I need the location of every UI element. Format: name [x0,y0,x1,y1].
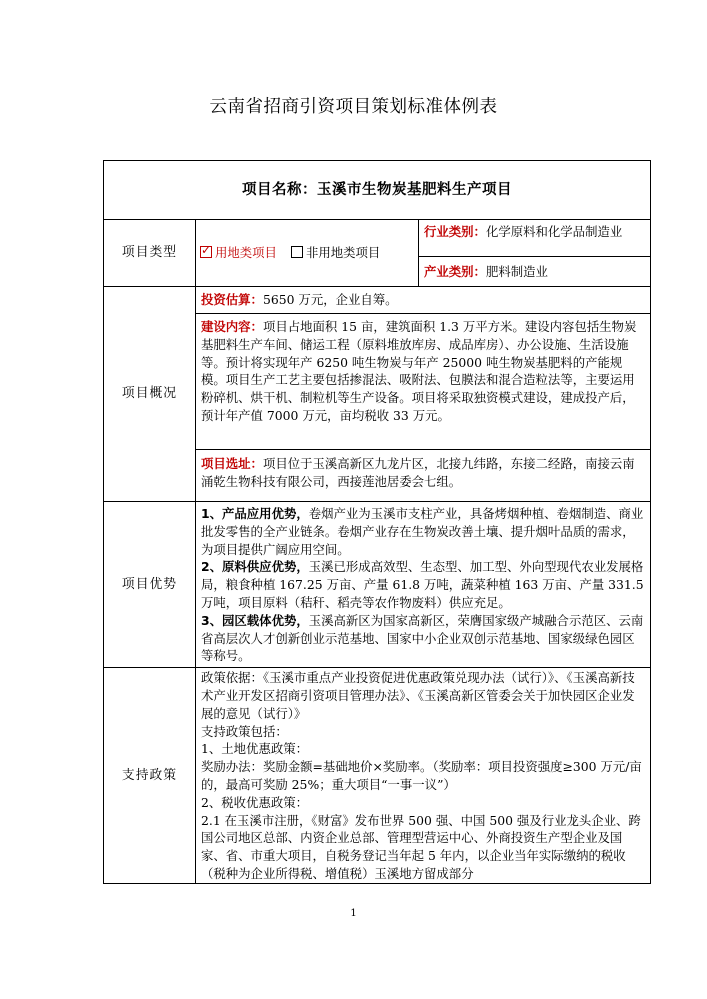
project-type-row [104,220,651,257]
sector-label: 产业类别： [424,263,486,279]
document-title: 云南省招商引资项目策划标准体例表 [209,97,498,117]
industry-category-cell [419,220,651,257]
advantage-item [201,612,645,665]
industry-label: 行业类别： [424,224,486,239]
sector-value: 肥料制造业 [485,263,548,279]
advantages-label: 项目优势 [104,502,196,668]
construction-cell [196,314,651,450]
advantage-title: 2、原料供应优势， [201,559,309,575]
sector-category-cell [419,257,651,287]
policy-line: 2、税收优惠政策： [201,794,309,810]
nonland-option-label: 非用地类项目 [305,245,381,261]
check-icon: ✓ [201,243,212,258]
policy-line: 政策依据：《玉溪市重点产业投资促进优惠政策兑现办法（试行）》、《玉溪高新技术产业开发区招商引资项目管理办法》、《玉溪高新区管委会关于加快园区企业发展的意见（试行）》 [201,670,635,721]
construction-label: 建设内容： [201,319,263,334]
investment-cell [196,287,651,314]
site-cell [196,450,651,502]
site-value: 项目位于玉溪高新区九龙片区，北接九纬路，东接二经路，南接云南涌乾生物科技有限公司，西接莲池居委会七组。 [201,456,635,489]
policy-line: 奖励办法：奖励金额=基础地价×奖励率。（奖励率：项目投资强度≥300 万元/亩的，最高可奖励 25%；重大项目“一事一议”） [201,759,642,792]
advantages-row [104,502,651,668]
advantage-text: 卷烟产业为玉溪市支柱产业，具备烤烟种植、卷烟制造、商业批发零售的全产业链条。卷烟产业存在生物炭改善土壤、提升烟叶品质的需求，为项目提供广阔应用空间。 [201,506,644,557]
project-type-options [196,220,419,287]
industry-value: 化学原料和化学品制造业 [485,224,623,239]
project-name: 玉溪市生物炭基肥料生产项目 [317,181,512,198]
project-type-label: 项目类型 [104,220,196,287]
project-table [103,160,651,884]
project-name-cell [104,161,651,220]
advantage-item [201,558,645,611]
construction-value: 项目占地面积 15 亩，建筑面积 1.3 万平方米。建设内容包括生物炭基肥料生产车间、储运工程（原料堆放库房、成品库房）、办公设施、生活设施等。预计将实现年产 6250 吨生物炭与年产 25000 吨生物炭基肥料的产能规模。项目生产工艺主要包括掺混法、吸附法、包膜法和混合造粒法等，主要运用粉碎机、烘干机、制粒机等生产设备。项目将采取独资模式建设，建成投产后，预计年产值 7000 万元，亩均税收 33 万元。 [201,319,637,423]
advantages-cell [196,502,651,668]
policy-label: 支持政策 [104,668,196,884]
land-option-label: 用地类项目 [215,245,277,261]
policy-line: 2.1 在玉溪市注册，《财富》发布世界 500 强、中国 500 强及行业龙头企业、跨国公司地区总部、内资企业总部、管理型营运中心、外商投资生产型企业及国家、省、市重大项目，自税务登记当年起 5 年内，以企业当年实际缴纳的税收（税种为企业所得税、增值税）玉溪地方留成部分 [201,812,641,881]
advantage-item [201,505,645,558]
project-name-label: 项目名称： [242,181,317,198]
advantage-text: 玉溪高新区为国家高新区，荣膺国家级产城融合示范区、云南省高层次人才创新创业示范基地、国家中小企业双创示范基地、国家级绿色园区等称号。 [201,612,644,664]
advantage-title: 3、园区载体优势， [201,612,309,628]
land-checkbox[interactable] [200,243,212,258]
investment-label: 投资估算： [201,292,263,308]
nonland-checkbox[interactable] [291,246,303,258]
overview-label: 项目概况 [104,287,196,502]
policy-line: 1、土地优惠政策： [201,741,309,757]
site-label: 项目选址： [201,456,263,471]
policy-cell [196,668,651,884]
project-name-row [104,161,651,220]
investment-value: 5650 万元，企业自筹。 [262,292,398,308]
page-number: 1 [350,908,357,919]
advantage-text: 玉溪已形成高效型、生态型、加工型、外向型现代农业发展格局，粮食种植 167.25 万亩、产量 61.8 万吨，蔬菜种植 163 万亩、产量 331.5 万吨，项目原料（秸秆、稻壳等农作物废料）供应充足。 [201,559,644,610]
advantage-title: 1、产品应用优势， [201,506,309,521]
investment-row [104,287,651,314]
policy-row [104,668,651,884]
policy-line: 支持政策包括： [201,723,288,739]
